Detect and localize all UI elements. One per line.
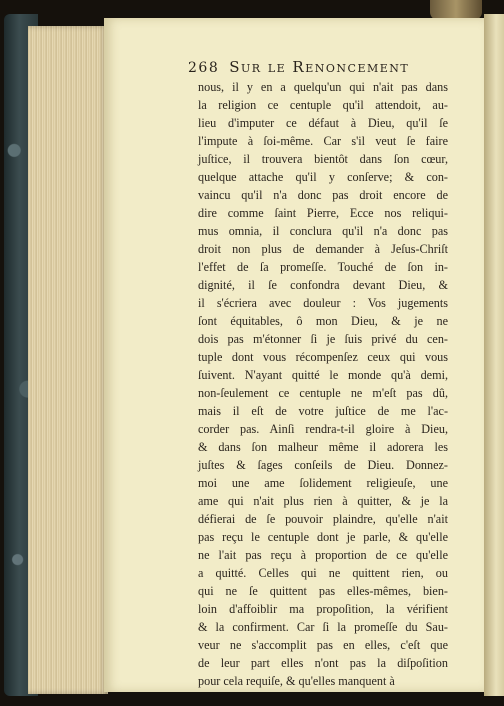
text-line: juſtes & ſages conſeils de Dieu. Donnez- <box>198 458 448 472</box>
text-line: ſont équitables, ô mon Dieu, & je ne <box>198 314 448 328</box>
text-line: dire comme ſaint Pierre, Ecce nos reliqui- <box>198 206 448 220</box>
text-line: défierai de ſe pouvoir plaindre, qu'elle n'ait <box>198 512 448 526</box>
text-line: pour cela requiſe, & qu'elles manquent à <box>198 674 395 688</box>
text-line: veur ne s'accomplit pas en elles, c'eſt que <box>198 638 448 652</box>
text-line: juſtice, il trouvera bientôt dans ſon cœur, <box>198 152 448 166</box>
text-line: la religion ce centuple qu'il attendoit, au- <box>198 98 448 112</box>
page-number: 268 <box>188 60 220 76</box>
bookmark-ribbon <box>430 0 482 20</box>
text-line: quelque attache qu'il y conſerve; & con- <box>198 170 448 184</box>
text-line: & la confirment. Car ſi la promeſſe du Sau- <box>198 620 448 634</box>
text-line: nous, il y en a quelqu'un qui n'ait pas dans <box>198 80 448 94</box>
text-line: corder pas. Ainſi rendra-t-il gloire à Dieu, <box>198 422 448 436</box>
text-line: lieu d'imputer ce défaut à Dieu, qu'il ſe <box>198 116 448 130</box>
text-line: l'impute à ſoi-même. Car s'il veut ſe faire <box>198 134 448 148</box>
text-line: qui ne ſe quittent pas elles-mêmes, bien- <box>198 584 448 598</box>
text-line: il s'écriera avec douleur : Vos jugements <box>198 296 448 310</box>
running-title: Sur le Renoncement <box>229 58 410 76</box>
text-line: pas reçu le centuple dont je parle, & qu'elle <box>198 530 448 544</box>
text-line: dois pas m'étonner ſi je ſuis privé du cen- <box>198 332 448 346</box>
text-line: dignité, il ſe confondra devant Dieu, & <box>198 278 448 292</box>
text-line: mus omnia, il conclura qu'il n'a donc pas <box>198 224 448 238</box>
text-line: a quitté. Celles qui ne quittent rien, ou <box>198 566 448 580</box>
text-line: loin d'affoiblir ma propoſition, la vérifient <box>198 602 448 616</box>
body-text <box>198 78 448 690</box>
text-line: ame qui n'ait plus rien à quitter, & je la <box>198 494 448 508</box>
facing-page-edge <box>484 14 504 696</box>
text-line: de leur part elles n'ont pas la diſpoſition <box>198 656 448 670</box>
text-line: tuple dont vous récompenſez ceux qui vous <box>198 350 448 364</box>
text-line: & dans ſon malheur même il adorera les <box>198 440 448 454</box>
text-line: droit non plus de demander à Jeſus-Chriſt <box>198 242 448 256</box>
page-edges <box>28 26 108 694</box>
text-line: mais il eſt de votre juſtice de me l'ac- <box>198 404 448 418</box>
text-line: ſuivent. N'ayant quitté le monde qu'à demi, <box>198 368 448 382</box>
text-line: l'effet de ſa promeſſe. Touché de ſon in- <box>198 260 448 274</box>
text-line: moi une ame ſolidement religieuſe, une <box>198 476 448 490</box>
text-line: ne l'ait pas reçu à proportion de ce qu'elle <box>198 548 448 562</box>
text-line: vaincu qu'il n'a donc pas droit encore de <box>198 188 448 202</box>
text-line: non-ſeulement ce centuple ne m'eſt pas dû, <box>198 386 448 400</box>
page-header <box>188 58 448 76</box>
